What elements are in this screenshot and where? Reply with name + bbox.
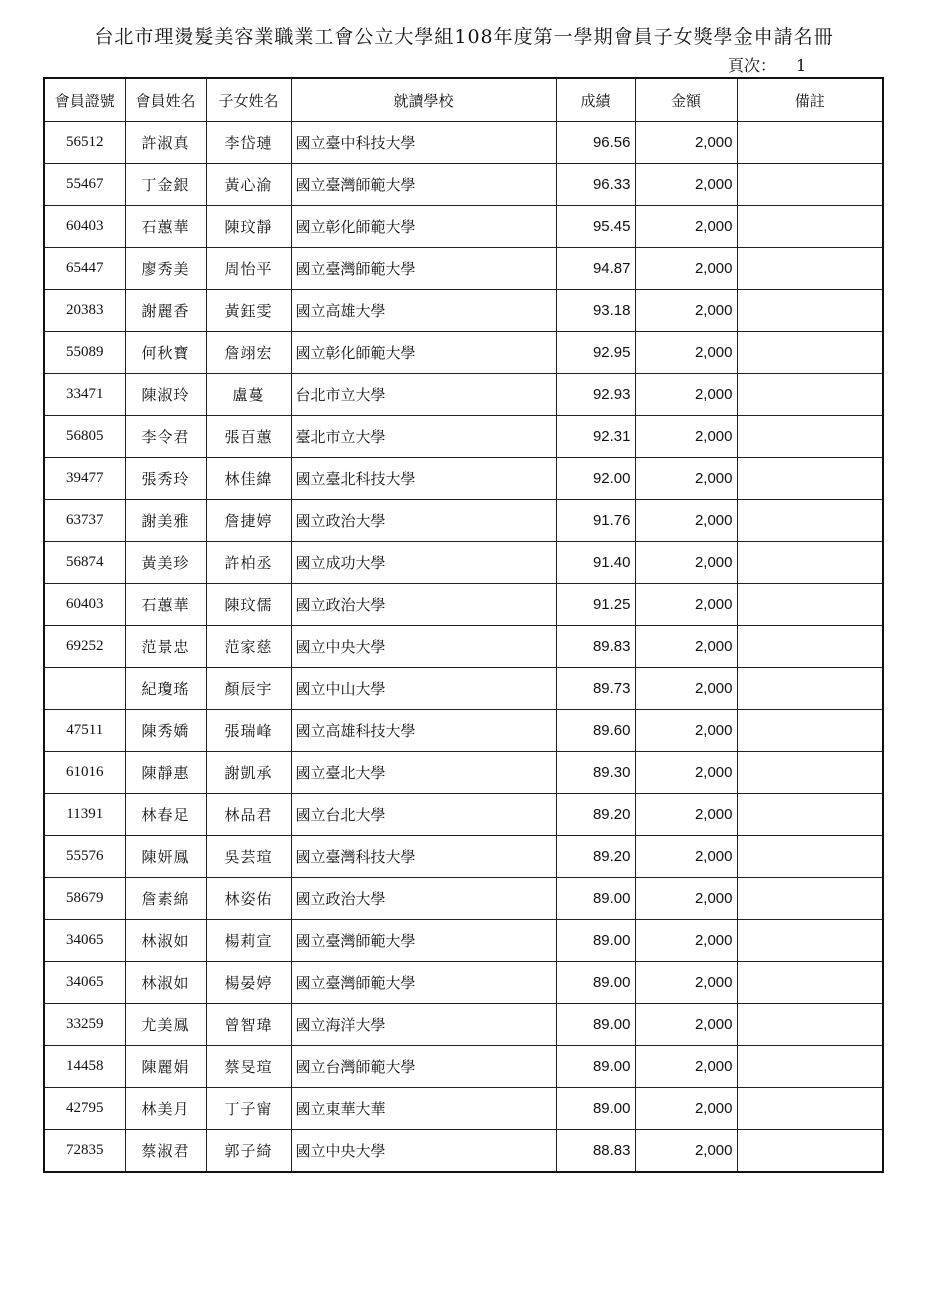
note-cell xyxy=(737,500,883,542)
child-name-cell: 蔡旻瑄 xyxy=(206,1046,291,1088)
child-name-cell: 謝凱承 xyxy=(206,752,291,794)
note-cell xyxy=(737,542,883,584)
table-row xyxy=(44,794,883,836)
amount-cell: 2,000 xyxy=(635,248,737,290)
table-row xyxy=(44,752,883,794)
amount-cell: 2,000 xyxy=(635,668,737,710)
amount-cell: 2,000 xyxy=(635,794,737,836)
note-cell xyxy=(737,962,883,1004)
score-cell: 96.33 xyxy=(556,164,635,206)
table-row xyxy=(44,1130,883,1173)
member-id-cell: 55467 xyxy=(44,164,125,206)
member-id-cell: 42795 xyxy=(44,1088,125,1130)
score-cell: 88.83 xyxy=(556,1130,635,1173)
school-cell: 國立台北大學 xyxy=(291,794,556,836)
school-cell: 國立臺灣師範大學 xyxy=(291,248,556,290)
amount-cell: 2,000 xyxy=(635,752,737,794)
member-name-cell: 陳秀嬌 xyxy=(125,710,206,752)
score-cell: 89.30 xyxy=(556,752,635,794)
page-number xyxy=(728,53,806,76)
table-header-row xyxy=(44,78,883,122)
school-cell: 國立成功大學 xyxy=(291,542,556,584)
school-cell: 臺北市立大學 xyxy=(291,416,556,458)
note-cell xyxy=(737,626,883,668)
table-row xyxy=(44,500,883,542)
note-cell xyxy=(737,878,883,920)
child-name-cell: 許柏丞 xyxy=(206,542,291,584)
school-cell: 國立政治大學 xyxy=(291,584,556,626)
score-cell: 92.95 xyxy=(556,332,635,374)
score-cell: 89.00 xyxy=(556,1046,635,1088)
note-cell xyxy=(737,752,883,794)
amount-cell: 2,000 xyxy=(635,206,737,248)
table-row xyxy=(44,836,883,878)
school-cell: 國立東華大華 xyxy=(291,1088,556,1130)
amount-cell: 2,000 xyxy=(635,1046,737,1088)
child-name-cell: 張百蕙 xyxy=(206,416,291,458)
child-name-cell: 曾智瑋 xyxy=(206,1004,291,1046)
amount-cell: 2,000 xyxy=(635,290,737,332)
child-name-cell: 丁子甯 xyxy=(206,1088,291,1130)
table-row xyxy=(44,1088,883,1130)
school-cell: 國立臺北大學 xyxy=(291,752,556,794)
school-cell: 國立政治大學 xyxy=(291,500,556,542)
score-cell: 89.00 xyxy=(556,920,635,962)
score-cell: 89.00 xyxy=(556,878,635,920)
table-row xyxy=(44,458,883,500)
score-cell: 89.00 xyxy=(556,962,635,1004)
amount-cell: 2,000 xyxy=(635,878,737,920)
score-cell: 89.20 xyxy=(556,794,635,836)
member-name-cell: 陳靜惠 xyxy=(125,752,206,794)
score-cell: 91.76 xyxy=(556,500,635,542)
member-id-cell: 56805 xyxy=(44,416,125,458)
table-row xyxy=(44,374,883,416)
member-name-cell: 謝麗香 xyxy=(125,290,206,332)
member-name-cell: 許淑真 xyxy=(125,122,206,164)
school-cell: 國立彰化師範大學 xyxy=(291,206,556,248)
member-name-cell: 石蕙華 xyxy=(125,206,206,248)
member-name-cell: 蔡淑君 xyxy=(125,1130,206,1173)
school-cell: 國立海洋大學 xyxy=(291,1004,556,1046)
child-name-cell: 吳芸瑄 xyxy=(206,836,291,878)
child-name-cell: 顏辰宇 xyxy=(206,668,291,710)
school-cell: 國立臺灣師範大學 xyxy=(291,920,556,962)
school-cell: 國立臺灣科技大學 xyxy=(291,836,556,878)
table-row xyxy=(44,878,883,920)
table-row xyxy=(44,710,883,752)
amount-cell: 2,000 xyxy=(635,500,737,542)
table-row xyxy=(44,332,883,374)
amount-cell: 2,000 xyxy=(635,836,737,878)
header-school: 就讀學校 xyxy=(291,78,556,122)
member-id-cell: 60403 xyxy=(44,584,125,626)
member-name-cell: 詹素綿 xyxy=(125,878,206,920)
table-row xyxy=(44,668,883,710)
member-id-cell: 60403 xyxy=(44,206,125,248)
child-name-cell: 周怡平 xyxy=(206,248,291,290)
member-id-cell: 63737 xyxy=(44,500,125,542)
table-row xyxy=(44,584,883,626)
amount-cell: 2,000 xyxy=(635,542,737,584)
header-score: 成績 xyxy=(556,78,635,122)
school-cell: 國立臺北科技大學 xyxy=(291,458,556,500)
member-name-cell: 謝美雅 xyxy=(125,500,206,542)
school-cell: 國立政治大學 xyxy=(291,878,556,920)
amount-cell: 2,000 xyxy=(635,164,737,206)
table-row xyxy=(44,542,883,584)
score-cell: 89.73 xyxy=(556,668,635,710)
table-row xyxy=(44,962,883,1004)
child-name-cell: 陳玟靜 xyxy=(206,206,291,248)
member-name-cell: 陳淑玲 xyxy=(125,374,206,416)
member-id-cell: 11391 xyxy=(44,794,125,836)
school-cell: 國立臺灣師範大學 xyxy=(291,962,556,1004)
member-id-cell: 65447 xyxy=(44,248,125,290)
amount-cell: 2,000 xyxy=(635,920,737,962)
amount-cell: 2,000 xyxy=(635,626,737,668)
member-name-cell: 石蕙華 xyxy=(125,584,206,626)
member-name-cell: 尤美鳳 xyxy=(125,1004,206,1046)
member-name-cell: 李令君 xyxy=(125,416,206,458)
note-cell xyxy=(737,206,883,248)
note-cell xyxy=(737,332,883,374)
member-name-cell: 陳妍鳳 xyxy=(125,836,206,878)
note-cell xyxy=(737,584,883,626)
scholarship-roster-table xyxy=(43,77,884,1173)
school-cell: 國立台灣師範大學 xyxy=(291,1046,556,1088)
child-name-cell: 李岱璉 xyxy=(206,122,291,164)
note-cell xyxy=(737,836,883,878)
member-name-cell: 黃美珍 xyxy=(125,542,206,584)
note-cell xyxy=(737,290,883,332)
child-name-cell: 詹捷婷 xyxy=(206,500,291,542)
school-cell: 國立臺中科技大學 xyxy=(291,122,556,164)
member-name-cell: 林淑如 xyxy=(125,920,206,962)
amount-cell: 2,000 xyxy=(635,1088,737,1130)
member-id-cell: 72835 xyxy=(44,1130,125,1173)
table-row xyxy=(44,122,883,164)
member-name-cell: 廖秀美 xyxy=(125,248,206,290)
member-id-cell: 55576 xyxy=(44,836,125,878)
score-cell: 89.00 xyxy=(556,1004,635,1046)
score-cell: 96.56 xyxy=(556,122,635,164)
member-id-cell: 33259 xyxy=(44,1004,125,1046)
child-name-cell: 林佳緯 xyxy=(206,458,291,500)
child-name-cell: 黃心渝 xyxy=(206,164,291,206)
amount-cell: 2,000 xyxy=(635,374,737,416)
table-row xyxy=(44,416,883,458)
score-cell: 95.45 xyxy=(556,206,635,248)
child-name-cell: 范家慈 xyxy=(206,626,291,668)
amount-cell: 2,000 xyxy=(635,584,737,626)
header-child-name: 子女姓名 xyxy=(206,78,291,122)
member-name-cell: 林春足 xyxy=(125,794,206,836)
child-name-cell: 郭子綺 xyxy=(206,1130,291,1173)
child-name-cell: 林品君 xyxy=(206,794,291,836)
page-number-label: 頁次： xyxy=(728,56,777,75)
note-cell xyxy=(737,122,883,164)
table-row xyxy=(44,206,883,248)
amount-cell: 2,000 xyxy=(635,962,737,1004)
score-cell: 89.83 xyxy=(556,626,635,668)
score-cell: 92.93 xyxy=(556,374,635,416)
table-row xyxy=(44,920,883,962)
member-name-cell: 陳麗娟 xyxy=(125,1046,206,1088)
score-cell: 94.87 xyxy=(556,248,635,290)
score-cell: 92.00 xyxy=(556,458,635,500)
school-cell: 國立彰化師範大學 xyxy=(291,332,556,374)
amount-cell: 2,000 xyxy=(635,1004,737,1046)
child-name-cell: 陳玟儒 xyxy=(206,584,291,626)
member-id-cell: 34065 xyxy=(44,920,125,962)
child-name-cell: 楊莉宣 xyxy=(206,920,291,962)
table-row xyxy=(44,1004,883,1046)
amount-cell: 2,000 xyxy=(635,710,737,752)
score-cell: 89.60 xyxy=(556,710,635,752)
table-body xyxy=(44,122,883,1173)
note-cell xyxy=(737,710,883,752)
table-row xyxy=(44,626,883,668)
member-id-cell: 39477 xyxy=(44,458,125,500)
note-cell xyxy=(737,1046,883,1088)
child-name-cell: 盧蔓 xyxy=(206,374,291,416)
amount-cell: 2,000 xyxy=(635,458,737,500)
member-name-cell: 何秋寶 xyxy=(125,332,206,374)
child-name-cell: 張瑞峰 xyxy=(206,710,291,752)
member-id-cell: 58679 xyxy=(44,878,125,920)
member-name-cell: 范景忠 xyxy=(125,626,206,668)
note-cell xyxy=(737,374,883,416)
score-cell: 89.20 xyxy=(556,836,635,878)
member-id-cell: 69252 xyxy=(44,626,125,668)
table-row xyxy=(44,290,883,332)
member-id-cell: 56874 xyxy=(44,542,125,584)
page-number-value: 1 xyxy=(796,56,807,75)
child-name-cell: 詹翊宏 xyxy=(206,332,291,374)
amount-cell: 2,000 xyxy=(635,122,737,164)
school-cell: 國立中央大學 xyxy=(291,1130,556,1173)
child-name-cell: 林姿佑 xyxy=(206,878,291,920)
member-id-cell: 55089 xyxy=(44,332,125,374)
header-amount: 金額 xyxy=(635,78,737,122)
amount-cell: 2,000 xyxy=(635,1130,737,1173)
table-row xyxy=(44,164,883,206)
note-cell xyxy=(737,416,883,458)
member-name-cell: 丁金銀 xyxy=(125,164,206,206)
header-member-id: 會員證號 xyxy=(44,78,125,122)
note-cell xyxy=(737,1004,883,1046)
note-cell xyxy=(737,794,883,836)
school-cell: 國立高雄科技大學 xyxy=(291,710,556,752)
table-row xyxy=(44,1046,883,1088)
school-cell: 台北市立大學 xyxy=(291,374,556,416)
school-cell: 國立中山大學 xyxy=(291,668,556,710)
member-id-cell: 56512 xyxy=(44,122,125,164)
note-cell xyxy=(737,920,883,962)
note-cell xyxy=(737,1088,883,1130)
child-name-cell: 黃鈺雯 xyxy=(206,290,291,332)
member-name-cell: 張秀玲 xyxy=(125,458,206,500)
member-id-cell xyxy=(44,668,125,710)
score-cell: 89.00 xyxy=(556,1088,635,1130)
document-title: 台北市理燙髮美容業職業工會公立大學組108年度第一學期會員子女獎學金申請名冊 xyxy=(94,26,834,48)
school-cell: 國立臺灣師範大學 xyxy=(291,164,556,206)
member-id-cell: 33471 xyxy=(44,374,125,416)
member-id-cell: 61016 xyxy=(44,752,125,794)
member-id-cell: 34065 xyxy=(44,962,125,1004)
header-note: 備註 xyxy=(737,78,883,122)
school-cell: 國立中央大學 xyxy=(291,626,556,668)
amount-cell: 2,000 xyxy=(635,416,737,458)
amount-cell: 2,000 xyxy=(635,332,737,374)
note-cell xyxy=(737,458,883,500)
child-name-cell: 楊晏婷 xyxy=(206,962,291,1004)
member-name-cell: 林美月 xyxy=(125,1088,206,1130)
member-name-cell: 紀瓊瑤 xyxy=(125,668,206,710)
member-id-cell: 47511 xyxy=(44,710,125,752)
score-cell: 91.25 xyxy=(556,584,635,626)
table-row xyxy=(44,248,883,290)
note-cell xyxy=(737,668,883,710)
score-cell: 91.40 xyxy=(556,542,635,584)
note-cell xyxy=(737,248,883,290)
school-cell: 國立高雄大學 xyxy=(291,290,556,332)
score-cell: 92.31 xyxy=(556,416,635,458)
score-cell: 93.18 xyxy=(556,290,635,332)
note-cell xyxy=(737,1130,883,1173)
member-id-cell: 14458 xyxy=(44,1046,125,1088)
member-name-cell: 林淑如 xyxy=(125,962,206,1004)
member-id-cell: 20383 xyxy=(44,290,125,332)
header-member-name: 會員姓名 xyxy=(125,78,206,122)
note-cell xyxy=(737,164,883,206)
